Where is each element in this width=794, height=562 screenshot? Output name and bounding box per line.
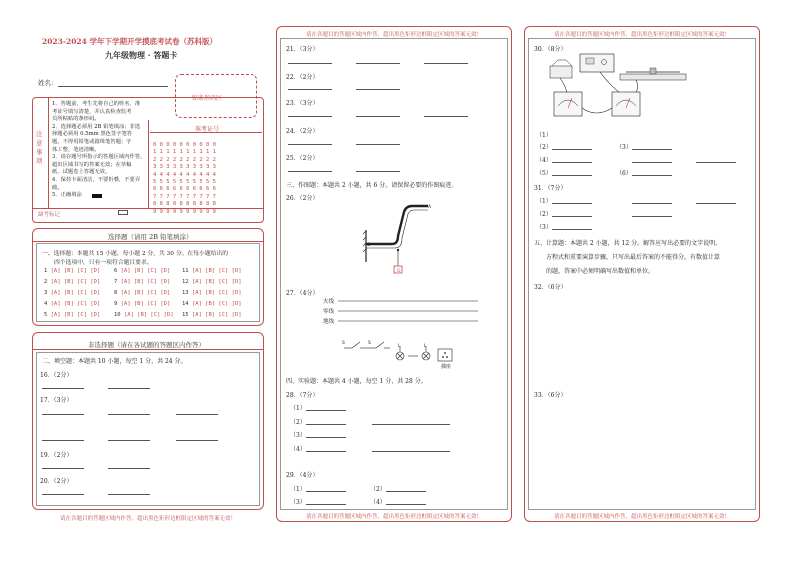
q30-label: 30．（8分） — [534, 46, 567, 53]
name-label: 姓名： — [38, 79, 58, 87]
q28-p1: （1） — [290, 405, 306, 412]
choice-question-10[interactable] — [114, 312, 174, 318]
middle-top-warning: 请在各题目的答题区域内作答，超出黑色矩形边框限定区域的答案无效！ — [305, 32, 482, 38]
svg-text:G: G — [397, 269, 401, 274]
q22-label: 22．（2分） — [286, 74, 319, 81]
right-top-warning: 请在各题目的答题区域内作答，超出黑色矩形边框限定区域的答案无效！ — [553, 32, 730, 38]
q17-answer-2[interactable] — [108, 414, 150, 415]
lever-diagram — [362, 204, 442, 284]
q29-answer-4[interactable] — [386, 504, 426, 505]
q27-label: 27．（4分） — [286, 290, 319, 297]
notice-item: 破。 — [52, 184, 63, 191]
q26-label: 26．（2分） — [286, 195, 319, 202]
name-field[interactable] — [58, 86, 168, 87]
q29-p2: （2） — [370, 486, 386, 493]
q29-p4: （4） — [370, 499, 386, 506]
q30-p5: （5） — [536, 170, 552, 177]
q30-p6: （6） — [616, 170, 632, 177]
svg-text:S: S — [342, 341, 345, 346]
q30-p3: （3） — [616, 144, 632, 151]
choice-question-13[interactable] — [182, 290, 242, 296]
notice-hr — [32, 208, 264, 209]
choice-question-9[interactable] — [114, 301, 170, 307]
q17-answer-1[interactable] — [42, 414, 84, 415]
choice-options[interactable]: [A] [B] [C] [D] — [50, 290, 101, 296]
q28-p3: （3） — [290, 432, 306, 439]
q22-answer-2[interactable] — [356, 89, 400, 90]
q24-label: 24．（2分） — [286, 128, 319, 135]
q17-answer-3[interactable] — [176, 414, 218, 415]
notice-list — [52, 101, 145, 200]
q20-label: 20．（2分） — [40, 478, 73, 485]
choice-number: 5 — [44, 312, 51, 318]
notice-item: 1．答题前，考生先将自己的姓名、准 — [52, 101, 141, 107]
ticket-digit-row[interactable]: 3 3 3 3 3 3 3 3 3 3 — [153, 164, 216, 171]
choice-question-3[interactable] — [44, 290, 100, 296]
q29-label: 29．（4分） — [286, 472, 319, 479]
ticket-digit-row[interactable]: 7 7 7 7 7 7 7 7 7 7 — [153, 193, 216, 200]
q21-answer-3[interactable] — [424, 63, 468, 64]
absent-label: 缺考标记 — [38, 212, 61, 218]
q31-answer-1b[interactable] — [632, 203, 672, 204]
q18-answer-2[interactable] — [108, 440, 150, 441]
q30-answer-5[interactable] — [552, 175, 592, 176]
notice-item: 5．正确填涂 — [52, 192, 82, 199]
q21-label: 21．（3分） — [286, 46, 319, 53]
q31-answer-1c[interactable] — [696, 203, 736, 204]
q31-p2: （2） — [536, 211, 552, 218]
q31-answer-2a[interactable] — [552, 216, 592, 217]
ticket-header-line — [150, 132, 262, 133]
right-bottom-warning: 请在各题目的答题区域内作答，超出黑色矩形边框限定区域的答案无效！ — [553, 514, 730, 520]
choice-question-1[interactable] — [44, 268, 100, 274]
choice-question-15[interactable] — [182, 312, 242, 318]
exam-title: 2023-2024 学年下学期开学摸底考试卷（苏科版） — [42, 37, 217, 46]
choice-number: 6 — [114, 268, 121, 274]
choice-number: 13 — [182, 290, 192, 296]
q18-answer-1[interactable] — [42, 440, 84, 441]
ticket-digit-row[interactable]: 8 8 8 8 8 8 8 8 8 8 — [153, 201, 216, 208]
svg-text:O: O — [367, 243, 371, 248]
choice-options[interactable]: [A] [B] [C] [D] — [191, 301, 242, 307]
q19-label: 19．（2分） — [40, 452, 73, 459]
q21-answer-1[interactable] — [288, 63, 332, 64]
ticket-digit-row[interactable]: 5 5 5 5 5 5 5 5 5 5 — [153, 179, 216, 186]
q30-answer-4b[interactable] — [632, 162, 672, 163]
choice-options[interactable]: [A] [B] [C] [D] — [191, 268, 242, 274]
choice-number: 11 — [182, 268, 192, 274]
q24-answer-1[interactable] — [288, 144, 332, 145]
q19-answer-1[interactable] — [42, 468, 84, 469]
wire-zero-label: 零线 — [323, 309, 335, 315]
correct-fill-mark — [92, 194, 102, 198]
choice-options[interactable]: [A] [B] [C] [D] — [50, 279, 101, 285]
calc-title-2: 方程式和重要演算步骤，只写出最后答案的不能得分。有数值计算 — [546, 254, 721, 261]
q23-answer-3[interactable] — [424, 116, 468, 117]
choice-instruction-1: 一、选择题：本题共 15 小题，每小题 2 分，共 30 分。在每小题给出的 — [42, 251, 229, 257]
svg-text:S: S — [368, 341, 371, 346]
q31-answer-3[interactable] — [552, 229, 592, 230]
choice-number: 15 — [182, 312, 192, 318]
q28-p4: （4） — [290, 446, 306, 453]
q30-answer-2[interactable] — [552, 149, 592, 150]
notice-item: 考证号填写清楚，并认真检查监考 — [52, 108, 132, 115]
q30-answer-4[interactable] — [552, 162, 592, 163]
svg-text:A: A — [428, 205, 432, 210]
choice-options[interactable]: [A] [B] [C] [D] — [50, 312, 101, 318]
choice-number: 7 — [114, 279, 121, 285]
calc-title-1: 五、计算题：本题共 2 小题，共 12 分。解答应写出必要的文字说明、 — [534, 240, 722, 247]
q31-p3: （3） — [536, 224, 552, 231]
notice-item: 纸、试题卷上答题无效。 — [52, 169, 111, 176]
notice-item: 2．选择题必须用 2B 铅笔填涂；非选 — [52, 123, 141, 130]
q23-answer-2[interactable] — [356, 116, 400, 117]
choice-number: 12 — [182, 279, 192, 285]
q29-answer-3[interactable] — [306, 504, 346, 505]
q30-answer-4c[interactable] — [696, 162, 736, 163]
notice-divider — [48, 98, 49, 208]
calc-title-3: 的题，答案中必须明确写出数值和单位。 — [546, 268, 655, 275]
ticket-digit-row[interactable]: 9 9 9 9 9 9 9 9 9 9 — [153, 208, 216, 215]
choice-options[interactable]: [A] [B] [C] [D] — [123, 312, 174, 318]
fill-title: 二、填空题：本题共 10 小题，每空 1 分，共 24 分。 — [42, 358, 187, 365]
wire-fire-label: 火线 — [323, 299, 335, 305]
q25-answer-2[interactable] — [356, 171, 400, 172]
draw-section-title: 三、作图题：本题共 2 小题，共 6 分。请保留必要的作图痕迹。 — [286, 182, 458, 189]
choice-question-5[interactable] — [44, 312, 100, 318]
notice-item: 体工整、笔迹清晰。 — [52, 146, 100, 153]
q17-label: 17．（3分） — [40, 397, 73, 404]
absent-mark-box[interactable] — [118, 210, 128, 215]
q23-label: 23．（3分） — [286, 100, 319, 107]
q16-answer-1[interactable] — [42, 388, 84, 389]
notice-item: 3．请在题号所指示的答题区域内作答， — [52, 154, 146, 161]
q33-label: 33．（6分） — [534, 392, 567, 399]
q28-answer-2b[interactable] — [372, 424, 450, 425]
notice-item: 4．保持卡面清洁，不要折叠，不要弄 — [52, 176, 141, 183]
choice-question-4[interactable] — [44, 301, 100, 307]
nonchoice-title: 非选择题（请在各试题的答题区内作答） — [88, 341, 205, 349]
ticket-digit-row[interactable]: 1 1 1 1 1 1 1 1 1 1 — [153, 149, 216, 156]
choice-instruction-2: 四个选项中，只有一项符合题目要求。 — [54, 260, 153, 266]
notice-side-label: 注意事项 — [36, 130, 43, 165]
notice-item: 员所粘贴的条形码。 — [52, 116, 100, 123]
q21-answer-2[interactable] — [356, 63, 400, 64]
nonchoice-title-line — [33, 349, 263, 350]
choice-options[interactable]: [A] [B] [C] [D] — [120, 268, 171, 274]
choice-question-7[interactable] — [114, 279, 170, 285]
choice-question-14[interactable] — [182, 301, 242, 307]
home-circuit-diagram — [338, 296, 478, 376]
experiment-apparatus — [540, 52, 690, 122]
q30-answer-6[interactable] — [632, 175, 672, 176]
q28-answer-3[interactable] — [306, 437, 346, 438]
choice-question-12[interactable] — [182, 279, 242, 285]
choice-options[interactable]: [A] [B] [C] [D] — [120, 301, 171, 307]
choice-options[interactable]: [A] [B] [C] [D] — [50, 268, 101, 274]
ticket-digit-row[interactable]: 4 4 4 4 4 4 4 4 4 4 — [153, 171, 216, 178]
choice-number: 8 — [114, 290, 121, 296]
q28-answer-2a[interactable] — [306, 424, 346, 425]
q31-answer-1a[interactable] — [552, 203, 592, 204]
card-subtitle: 九年级物理 · 答题卡 — [105, 50, 178, 60]
choice-number: 4 — [44, 301, 51, 307]
q20-answer-1[interactable] — [42, 494, 84, 495]
choice-number: 14 — [182, 301, 192, 307]
q31-p1: （1） — [536, 198, 552, 205]
choice-question-6[interactable] — [114, 268, 170, 274]
choice-question-2[interactable] — [44, 279, 100, 285]
q28-p2: （2） — [290, 419, 306, 426]
q28-answer-4a[interactable] — [306, 451, 346, 452]
choice-number: 1 — [44, 268, 51, 274]
choice-options[interactable]: [A] [B] [C] [D] — [191, 312, 242, 318]
q30-answer-3a[interactable] — [632, 149, 672, 150]
barcode-label: 贴条形码区 — [192, 95, 223, 102]
notice-item: 择题必须用 0.5mm 黑色签字笔答 — [52, 131, 133, 138]
q16-answer-2[interactable] — [108, 388, 150, 389]
notice-item: 超出区域书写的答案无效；在草稿 — [52, 161, 132, 168]
choice-number: 9 — [114, 301, 121, 307]
q20-answer-2[interactable] — [108, 494, 150, 495]
choice-options[interactable]: [A] [B] [C] [D] — [191, 290, 242, 296]
q29-answer-1[interactable] — [306, 491, 346, 492]
choice-options[interactable]: [A] [B] [C] [D] — [120, 290, 171, 296]
q22-answer-1[interactable] — [288, 89, 332, 90]
choice-number: 2 — [44, 279, 51, 285]
ticket-digit-row[interactable]: 0 0 0 0 0 0 0 0 0 0 — [153, 142, 216, 148]
q30-p1: （1） — [536, 132, 552, 139]
svg-text:L: L — [424, 344, 427, 349]
q19-answer-2[interactable] — [108, 468, 150, 469]
q31-answer-2b[interactable] — [632, 216, 672, 217]
q29-p3: （3） — [290, 499, 306, 506]
choice-question-8[interactable] — [114, 290, 170, 296]
q31-label: 31．（7分） — [534, 185, 567, 192]
q29-answer-2[interactable] — [386, 491, 426, 492]
wire-ground-label: 地线 — [323, 319, 335, 325]
ticket-divider — [148, 120, 149, 208]
q25-answer-1[interactable] — [288, 171, 332, 172]
choice-number: 10 — [114, 312, 124, 318]
svg-text:L: L — [398, 344, 401, 349]
q32-label: 32．（6分） — [534, 284, 567, 291]
ticket-label: 准考证号 — [195, 126, 220, 133]
q28-answer-4b[interactable] — [372, 451, 450, 452]
q29-p1: （1） — [290, 486, 306, 493]
q25-label: 25．（2分） — [286, 155, 319, 162]
ticket-digit-row[interactable]: 2 2 2 2 2 2 2 2 2 2 — [153, 156, 216, 163]
choice-options[interactable]: [A] [B] [C] [D] — [120, 279, 171, 285]
q28-label: 28．（7分） — [286, 392, 319, 399]
choice-options[interactable]: [A] [B] [C] [D] — [50, 301, 101, 307]
exp-section-title: 四、实验题：本题共 4 小题，每空 1 分，共 28 分。 — [286, 378, 427, 385]
middle-bottom-warning: 请在各题目的答题区域内作答，超出黑色矩形边框限定区域的答案无效！ — [305, 514, 482, 520]
choice-options[interactable]: [A] [B] [C] [D] — [191, 279, 242, 285]
ticket-number-grid[interactable] — [153, 142, 216, 216]
q30-p4: （4） — [536, 157, 552, 164]
ticket-digit-row[interactable]: 6 6 6 6 6 6 6 6 6 6 — [153, 186, 216, 193]
q28-answer-1[interactable] — [306, 410, 346, 411]
socket-label: 插座 — [441, 364, 452, 370]
q30-p2: （2） — [536, 144, 552, 151]
q23-answer-1[interactable] — [288, 116, 332, 117]
q16-label: 16．（2分） — [40, 372, 73, 379]
notice-item: 题，不得用铅笔或圆珠笔答题；字 — [52, 138, 132, 145]
q18-answer-3[interactable] — [176, 440, 218, 441]
choice-number: 3 — [44, 290, 51, 296]
left-footer-warning: 请在各题目的答题区域内作答，超出黑色矩形边框限定区域的答案无效！ — [59, 516, 236, 522]
choice-title-line — [33, 241, 263, 242]
choice-title: 选择题（请用 2B 铅笔填涂） — [108, 233, 193, 241]
choice-question-11[interactable] — [182, 268, 242, 274]
q24-answer-2[interactable] — [356, 144, 400, 145]
